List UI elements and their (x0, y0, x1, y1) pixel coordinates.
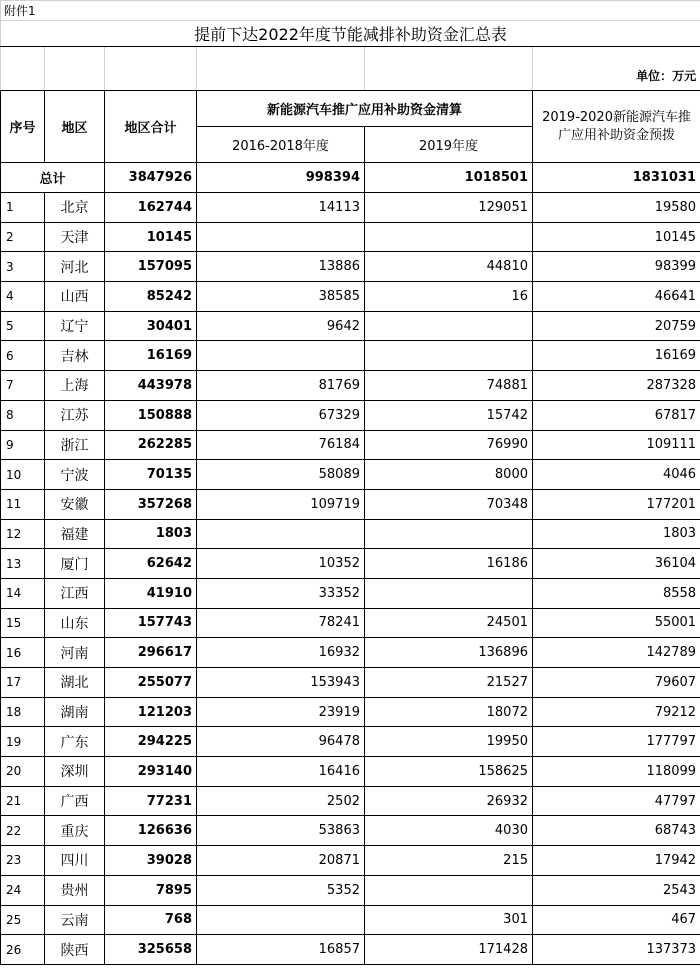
row-region-total: 150888 (105, 400, 197, 430)
row-2019: 301 (365, 905, 533, 935)
unit-label: 单位：万元 (533, 47, 700, 91)
row-region-total: 262285 (105, 430, 197, 460)
row-index: 7 (1, 371, 45, 401)
row-2019 (365, 875, 533, 905)
row-region-total: 16169 (105, 341, 197, 371)
row-region: 广西 (45, 786, 105, 816)
row-advance: 467 (533, 905, 700, 935)
row-2019: 21527 (365, 668, 533, 698)
annex-label: 附件1 (1, 1, 700, 21)
row-advance: 2543 (533, 875, 700, 905)
row-region: 上海 (45, 371, 105, 401)
row-index: 19 (1, 727, 45, 757)
row-2019: 15742 (365, 400, 533, 430)
row-region-total: 7895 (105, 875, 197, 905)
header-advance: 2019-2020新能源汽车推广应用补助资金预拨 (533, 91, 700, 163)
row-region-total: 41910 (105, 578, 197, 608)
row-index: 1 (1, 193, 45, 223)
table-row (1, 430, 700, 460)
row-index: 22 (1, 816, 45, 846)
row-region-total: 325658 (105, 935, 197, 965)
row-region: 厦门 (45, 549, 105, 579)
row-region-total: 39028 (105, 846, 197, 876)
row-2016-2018 (197, 222, 365, 252)
row-index: 23 (1, 846, 45, 876)
total-2016-2018: 998394 (197, 163, 365, 193)
row-region: 四川 (45, 846, 105, 876)
table-row (1, 608, 700, 638)
table-row (1, 578, 700, 608)
row-region-total: 296617 (105, 638, 197, 668)
row-region: 北京 (45, 193, 105, 223)
row-2016-2018: 10352 (197, 549, 365, 579)
row-2019: 76990 (365, 430, 533, 460)
row-2019: 70348 (365, 489, 533, 519)
row-2019: 74881 (365, 371, 533, 401)
total-region-total: 3847926 (105, 163, 197, 193)
row-advance: 109111 (533, 430, 700, 460)
row-region-total: 157743 (105, 608, 197, 638)
row-advance: 137373 (533, 935, 700, 965)
table-row (1, 905, 700, 935)
row-region-total: 162744 (105, 193, 197, 223)
row-advance: 19580 (533, 193, 700, 223)
row-2016-2018: 14113 (197, 193, 365, 223)
row-index: 18 (1, 697, 45, 727)
table-row (1, 549, 700, 579)
row-2016-2018: 16932 (197, 638, 365, 668)
row-2016-2018: 81769 (197, 371, 365, 401)
total-label: 总计 (1, 163, 105, 193)
row-advance: 20759 (533, 311, 700, 341)
row-2019 (365, 222, 533, 252)
row-region: 江西 (45, 578, 105, 608)
row-region-total: 293140 (105, 757, 197, 787)
table-row (1, 252, 700, 282)
table-row (1, 668, 700, 698)
row-index: 26 (1, 935, 45, 965)
row-index: 14 (1, 578, 45, 608)
header-region-total: 地区合计 (105, 91, 197, 163)
row-2019: 16 (365, 282, 533, 312)
row-2016-2018 (197, 905, 365, 935)
row-region: 宁波 (45, 460, 105, 490)
row-2019: 129051 (365, 193, 533, 223)
row-region: 山西 (45, 282, 105, 312)
row-region-total: 121203 (105, 697, 197, 727)
blank-cell (105, 47, 197, 91)
row-region: 天津 (45, 222, 105, 252)
blank-cell (365, 47, 533, 91)
row-advance: 98399 (533, 252, 700, 282)
row-advance: 1803 (533, 519, 700, 549)
table-row (1, 727, 700, 757)
row-region: 湖南 (45, 697, 105, 727)
row-index: 6 (1, 341, 45, 371)
row-2016-2018 (197, 341, 365, 371)
row-advance: 177797 (533, 727, 700, 757)
table-row (1, 460, 700, 490)
row-2019: 44810 (365, 252, 533, 282)
row-index: 25 (1, 905, 45, 935)
table-row (1, 341, 700, 371)
table-row (1, 519, 700, 549)
row-region-total: 255077 (105, 668, 197, 698)
row-advance: 46641 (533, 282, 700, 312)
row-index: 10 (1, 460, 45, 490)
header-index: 序号 (1, 91, 45, 163)
row-2019: 19950 (365, 727, 533, 757)
row-advance: 118099 (533, 757, 700, 787)
row-index: 12 (1, 519, 45, 549)
row-2016-2018: 13886 (197, 252, 365, 282)
header-2016-2018: 2016-2018年度 (197, 127, 365, 163)
row-region-total: 85242 (105, 282, 197, 312)
row-index: 20 (1, 757, 45, 787)
blank-cell (1, 47, 45, 91)
row-2016-2018: 20871 (197, 846, 365, 876)
row-region: 湖北 (45, 668, 105, 698)
row-region-total: 357268 (105, 489, 197, 519)
row-region: 河北 (45, 252, 105, 282)
row-region: 江苏 (45, 400, 105, 430)
row-region-total: 126636 (105, 816, 197, 846)
header-region: 地区 (45, 91, 105, 163)
row-advance: 16169 (533, 341, 700, 371)
row-region-total: 294225 (105, 727, 197, 757)
row-region: 安徽 (45, 489, 105, 519)
table-row (1, 935, 700, 965)
row-region: 重庆 (45, 816, 105, 846)
table-row (1, 697, 700, 727)
row-region-total: 157095 (105, 252, 197, 282)
row-region-total: 10145 (105, 222, 197, 252)
row-region-total: 70135 (105, 460, 197, 490)
total-2019: 1018501 (365, 163, 533, 193)
total-row (1, 163, 700, 193)
row-2016-2018: 153943 (197, 668, 365, 698)
row-2016-2018: 96478 (197, 727, 365, 757)
row-advance: 47797 (533, 786, 700, 816)
table-row (1, 638, 700, 668)
row-2016-2018: 9642 (197, 311, 365, 341)
row-2019: 8000 (365, 460, 533, 490)
row-2016-2018 (197, 519, 365, 549)
row-2019 (365, 311, 533, 341)
row-index: 11 (1, 489, 45, 519)
row-region-total: 30401 (105, 311, 197, 341)
row-2016-2018: 2502 (197, 786, 365, 816)
row-advance: 79212 (533, 697, 700, 727)
table-row (1, 757, 700, 787)
table-row (1, 222, 700, 252)
row-advance: 36104 (533, 549, 700, 579)
row-region: 山东 (45, 608, 105, 638)
row-region: 云南 (45, 905, 105, 935)
row-region: 广东 (45, 727, 105, 757)
table-row (1, 786, 700, 816)
row-advance: 67817 (533, 400, 700, 430)
header-settlement-group: 新能源汽车推广应用补助资金清算 (197, 91, 533, 127)
table-title: 提前下达2022年度节能减排补助资金汇总表 (1, 21, 700, 47)
row-2019: 24501 (365, 608, 533, 638)
row-index: 8 (1, 400, 45, 430)
row-region: 深圳 (45, 757, 105, 787)
row-2016-2018: 76184 (197, 430, 365, 460)
row-2019: 18072 (365, 697, 533, 727)
row-2016-2018: 67329 (197, 400, 365, 430)
row-region: 河南 (45, 638, 105, 668)
row-region-total: 443978 (105, 371, 197, 401)
row-region: 浙江 (45, 430, 105, 460)
row-advance: 79607 (533, 668, 700, 698)
table-row (1, 489, 700, 519)
row-region: 吉林 (45, 341, 105, 371)
blank-cell (45, 47, 105, 91)
table-row (1, 846, 700, 876)
row-advance: 177201 (533, 489, 700, 519)
row-region: 贵州 (45, 875, 105, 905)
row-advance: 287328 (533, 371, 700, 401)
row-2016-2018: 58089 (197, 460, 365, 490)
row-region: 陕西 (45, 935, 105, 965)
row-index: 15 (1, 608, 45, 638)
row-2019: 4030 (365, 816, 533, 846)
row-index: 16 (1, 638, 45, 668)
row-2019 (365, 341, 533, 371)
row-region: 福建 (45, 519, 105, 549)
row-advance: 68743 (533, 816, 700, 846)
row-index: 5 (1, 311, 45, 341)
row-advance: 17942 (533, 846, 700, 876)
table-row (1, 875, 700, 905)
row-index: 9 (1, 430, 45, 460)
row-region-total: 77231 (105, 786, 197, 816)
blank-cell (197, 47, 365, 91)
row-2016-2018: 38585 (197, 282, 365, 312)
table-row (1, 311, 700, 341)
row-2016-2018: 16416 (197, 757, 365, 787)
row-index: 13 (1, 549, 45, 579)
row-advance: 55001 (533, 608, 700, 638)
row-2016-2018: 5352 (197, 875, 365, 905)
row-2019 (365, 519, 533, 549)
row-2016-2018: 16857 (197, 935, 365, 965)
row-index: 17 (1, 668, 45, 698)
row-index: 24 (1, 875, 45, 905)
row-index: 2 (1, 222, 45, 252)
row-2016-2018: 23919 (197, 697, 365, 727)
row-2019: 16186 (365, 549, 533, 579)
row-2019: 171428 (365, 935, 533, 965)
row-2019: 158625 (365, 757, 533, 787)
row-2016-2018: 33352 (197, 578, 365, 608)
table-row (1, 193, 700, 223)
total-advance: 1831031 (533, 163, 700, 193)
table-row (1, 400, 700, 430)
row-index: 4 (1, 282, 45, 312)
row-2016-2018: 109719 (197, 489, 365, 519)
row-2016-2018: 53863 (197, 816, 365, 846)
table-row (1, 282, 700, 312)
row-index: 3 (1, 252, 45, 282)
row-region-total: 768 (105, 905, 197, 935)
row-advance: 8558 (533, 578, 700, 608)
row-index: 21 (1, 786, 45, 816)
table-row (1, 816, 700, 846)
header-2019: 2019年度 (365, 127, 533, 163)
row-2019: 26932 (365, 786, 533, 816)
row-region: 辽宁 (45, 311, 105, 341)
row-region-total: 62642 (105, 549, 197, 579)
row-2019: 215 (365, 846, 533, 876)
row-advance: 142789 (533, 638, 700, 668)
row-region-total: 1803 (105, 519, 197, 549)
row-2016-2018: 78241 (197, 608, 365, 638)
row-advance: 10145 (533, 222, 700, 252)
table-row (1, 371, 700, 401)
row-2019: 136896 (365, 638, 533, 668)
row-2019 (365, 578, 533, 608)
row-advance: 4046 (533, 460, 700, 490)
